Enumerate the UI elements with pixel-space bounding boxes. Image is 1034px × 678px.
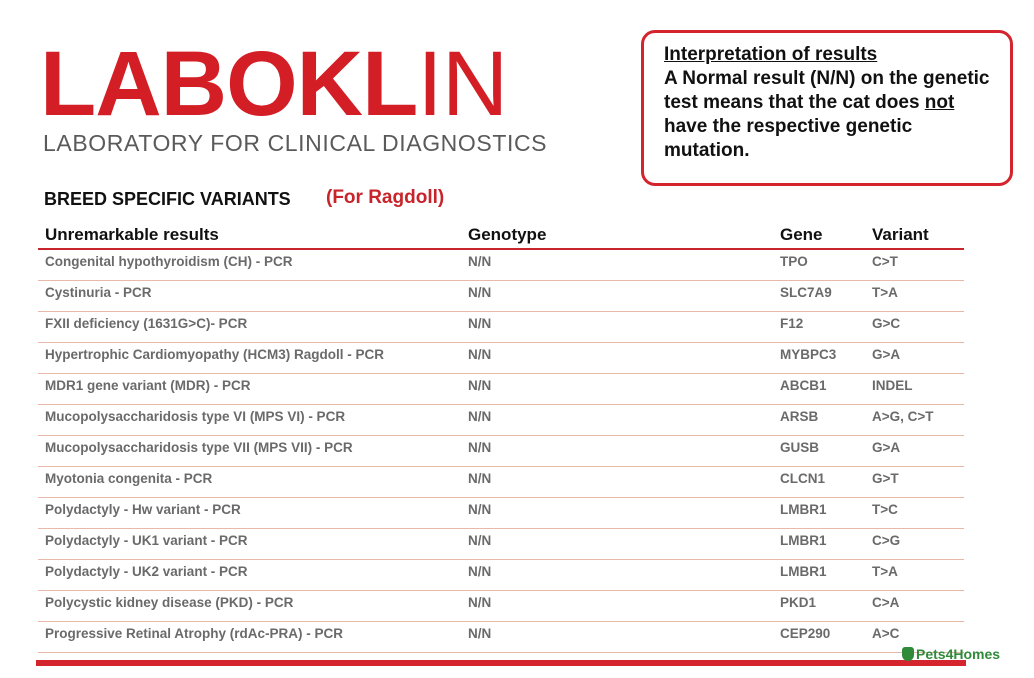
interpretation-box — [641, 30, 1013, 186]
cell-result: Polydactyly - Hw variant - PCR — [45, 502, 241, 517]
cell-genotype: N/N — [468, 595, 492, 610]
header-variant: Variant — [872, 225, 929, 244]
cell-result: Congenital hypothyroidism (CH) - PCR — [45, 254, 293, 269]
table-row — [38, 312, 964, 343]
paw-icon — [902, 647, 914, 661]
interpretation-text-part2: have the respective genetic mutation. — [664, 116, 913, 161]
cell-gene: ABCB1 — [780, 378, 827, 393]
cell-result: Myotonia congenita - PCR — [45, 471, 213, 486]
cell-gene: CLCN1 — [780, 471, 826, 486]
cell-result: FXII deficiency (1631G>C)- PCR — [45, 316, 248, 331]
cell-result: Polydactyly - UK2 variant - PCR — [45, 564, 248, 579]
cell-result: MDR1 gene variant (MDR) - PCR — [45, 378, 251, 393]
cell-variant: G>A — [872, 440, 901, 455]
cell-variant: G>T — [872, 471, 899, 486]
table-row — [38, 622, 964, 653]
header-gene: Gene — [780, 225, 823, 244]
cell-variant: T>A — [872, 564, 898, 579]
cell-genotype: N/N — [468, 347, 492, 362]
cell-gene: ARSB — [780, 409, 819, 424]
table-row — [38, 529, 964, 560]
cell-genotype: N/N — [468, 471, 492, 486]
cell-genotype: N/N — [468, 409, 492, 424]
cell-genotype: N/N — [468, 533, 492, 548]
table-row — [38, 374, 964, 405]
section-subtitle: (For Ragdoll) — [326, 187, 445, 208]
cell-gene: PKD1 — [780, 595, 817, 610]
cell-gene: LMBR1 — [780, 502, 827, 517]
cell-genotype: N/N — [468, 502, 492, 517]
table-row — [38, 498, 964, 529]
cell-result: Hypertrophic Cardiomyopathy (HCM3) Ragdoll - PCR — [45, 347, 385, 362]
cell-variant: T>A — [872, 285, 898, 300]
pets4homes-watermark — [902, 646, 1000, 662]
results-table — [38, 222, 964, 653]
cell-gene: LMBR1 — [780, 533, 827, 548]
laboklin-logo — [40, 33, 570, 156]
watermark-text: Pets4Homes — [916, 646, 1001, 662]
cell-variant: T>C — [872, 502, 898, 517]
cell-variant: A>C — [872, 626, 900, 641]
cell-genotype: N/N — [468, 564, 492, 579]
cell-result: Cystinuria - PCR — [45, 285, 152, 300]
cell-variant: G>C — [872, 316, 901, 331]
cell-variant: INDEL — [872, 378, 913, 393]
cell-result: Polydactyly - UK1 variant - PCR — [45, 533, 248, 548]
cell-genotype: N/N — [468, 316, 492, 331]
interpretation-emphasis: not — [924, 92, 955, 113]
cell-gene: SLC7A9 — [780, 285, 832, 300]
interpretation-text — [664, 67, 998, 163]
cell-gene: CEP290 — [780, 626, 831, 641]
table-row — [38, 436, 964, 467]
cell-variant: C>A — [872, 595, 900, 610]
cell-genotype: N/N — [468, 254, 492, 269]
cell-result: Polycystic kidney disease (PKD) - PCR — [45, 595, 294, 610]
cell-variant: C>T — [872, 254, 898, 269]
cell-gene: F12 — [780, 316, 804, 331]
header-genotype: Genotype — [468, 225, 547, 244]
logo-main: LABOKL — [40, 33, 418, 135]
cell-variant: G>A — [872, 347, 901, 362]
cell-gene: GUSB — [780, 440, 820, 455]
logo-wordmark — [40, 33, 508, 135]
table-row — [38, 591, 964, 622]
interpretation-title: Interpretation of results — [664, 44, 878, 65]
table-row — [38, 467, 964, 498]
cell-genotype: N/N — [468, 378, 492, 393]
cell-result: Mucopolysaccharidosis type VI (MPS VI) - PCR — [45, 409, 346, 424]
cell-variant: C>G — [872, 533, 901, 548]
footer-bar — [36, 660, 966, 666]
cell-gene: LMBR1 — [780, 564, 827, 579]
table-row — [38, 343, 964, 374]
logo-tagline: LABORATORY FOR CLINICAL DIAGNOSTICS — [43, 130, 548, 156]
cell-gene: TPO — [780, 254, 808, 269]
cell-genotype: N/N — [468, 626, 492, 641]
logo-tail: IN — [417, 33, 508, 135]
cell-variant: A>G, C>T — [872, 409, 934, 424]
header-results: Unremarkable results — [45, 225, 219, 244]
cell-result: Progressive Retinal Atrophy (rdAc-PRA) - PCR — [45, 626, 344, 641]
interpretation-text-part1: A Normal result (N/N) on the genetic test means that the cat does — [664, 68, 990, 113]
table-row — [38, 281, 964, 312]
table-header — [38, 222, 964, 250]
section-title: BREED SPECIFIC VARIANTS — [44, 189, 291, 209]
cell-gene: MYBPC3 — [780, 347, 837, 362]
table-body — [38, 250, 964, 653]
table-row — [38, 405, 964, 436]
cell-genotype: N/N — [468, 285, 492, 300]
table-row — [38, 250, 964, 281]
cell-genotype: N/N — [468, 440, 492, 455]
table-row — [38, 560, 964, 591]
cell-result: Mucopolysaccharidosis type VII (MPS VII) - PCR — [45, 440, 353, 455]
